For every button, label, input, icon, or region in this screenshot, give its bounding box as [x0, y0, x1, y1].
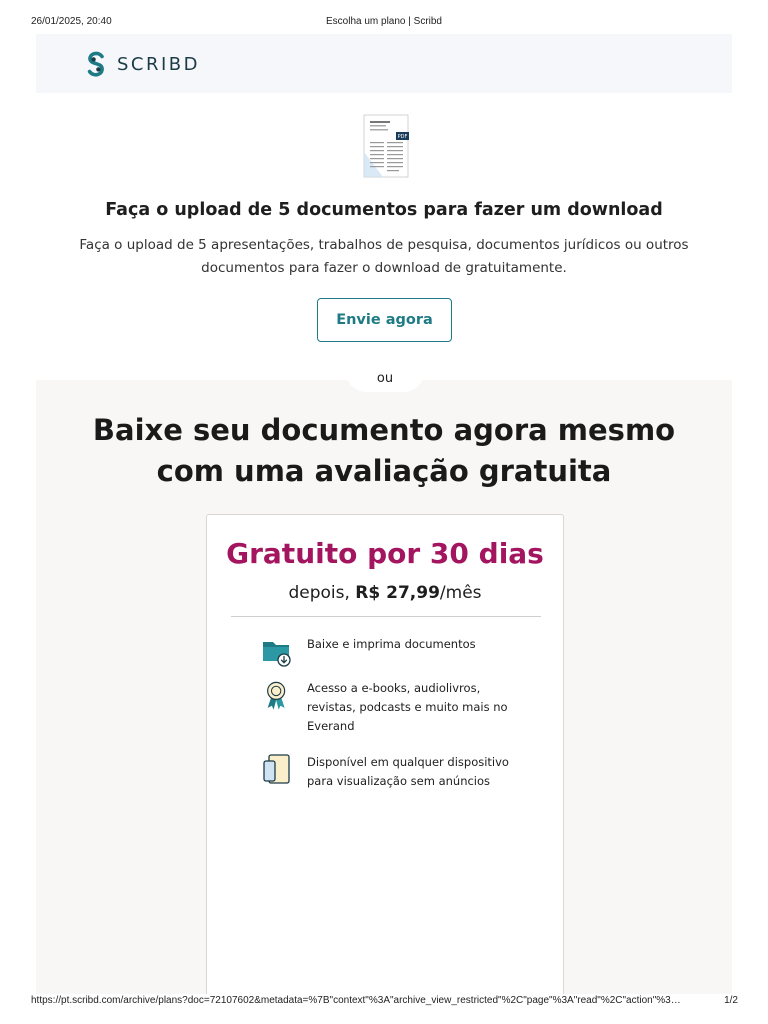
feature-item-devices — [261, 753, 521, 791]
pdf-document-thumbnail — [361, 112, 411, 180]
trial-heading: Baixe seu documento agora mesmo com uma avaliação gratuita — [92, 413, 676, 488]
award-ribbon-icon — [261, 679, 293, 713]
feature-text-download: Baixe e imprima documentos — [307, 637, 476, 651]
print-footer — [0, 995, 768, 1009]
feature-text-everand: Acesso a e-books, audiolivros, revistas, podcasts e muito mais no Everand — [307, 681, 508, 733]
card-divider — [231, 616, 541, 617]
print-page-number: 1/2 — [724, 995, 738, 1006]
or-separator: ou — [346, 364, 424, 392]
print-header — [0, 16, 768, 30]
upload-title: Faça o upload de 5 documentos para fazer um download — [105, 200, 663, 220]
feature-item-everand — [261, 679, 521, 736]
print-date: 26/01/2025, 20:40 — [31, 16, 112, 27]
upload-panel — [36, 93, 732, 380]
price-prefix: depois, — [288, 583, 356, 603]
upload-now-button[interactable]: Envie agora — [317, 298, 452, 342]
price-suffix: /mês — [439, 583, 482, 603]
trial-headline: Gratuito por 30 dias — [226, 537, 544, 570]
top-bar — [36, 34, 732, 93]
free-trial-card — [206, 514, 564, 994]
trial-price — [207, 583, 563, 603]
plans-page — [36, 34, 732, 994]
print-page-title: Escolha um plano | Scribd — [326, 16, 442, 27]
folder-download-icon — [261, 635, 293, 669]
upload-description: Faça o upload de 5 apresentações, trabalhos de pesquisa, documentos jurídicos ou outros documentos para fazer o download de gratuitamente. — [79, 237, 689, 276]
feature-text-devices: Disponível em qualquer dispositivo para visualização sem anúncios — [307, 755, 509, 788]
devices-icon — [261, 753, 293, 787]
pdf-badge-text: PDF — [397, 134, 408, 141]
scribd-wordmark: SCRIBD — [117, 53, 201, 75]
scribd-s-logo-icon — [85, 51, 107, 77]
scribd-logo[interactable] — [85, 51, 200, 77]
print-url: https://pt.scribd.com/archive/plans?doc=72107602&metadata=%7B"context"%3A"archive_view_restricted"%2C"page"%3A"read"%2C"action"%3… — [31, 995, 681, 1006]
price-amount: R$ 27,99 — [355, 583, 440, 603]
feature-item-download — [261, 635, 521, 669]
